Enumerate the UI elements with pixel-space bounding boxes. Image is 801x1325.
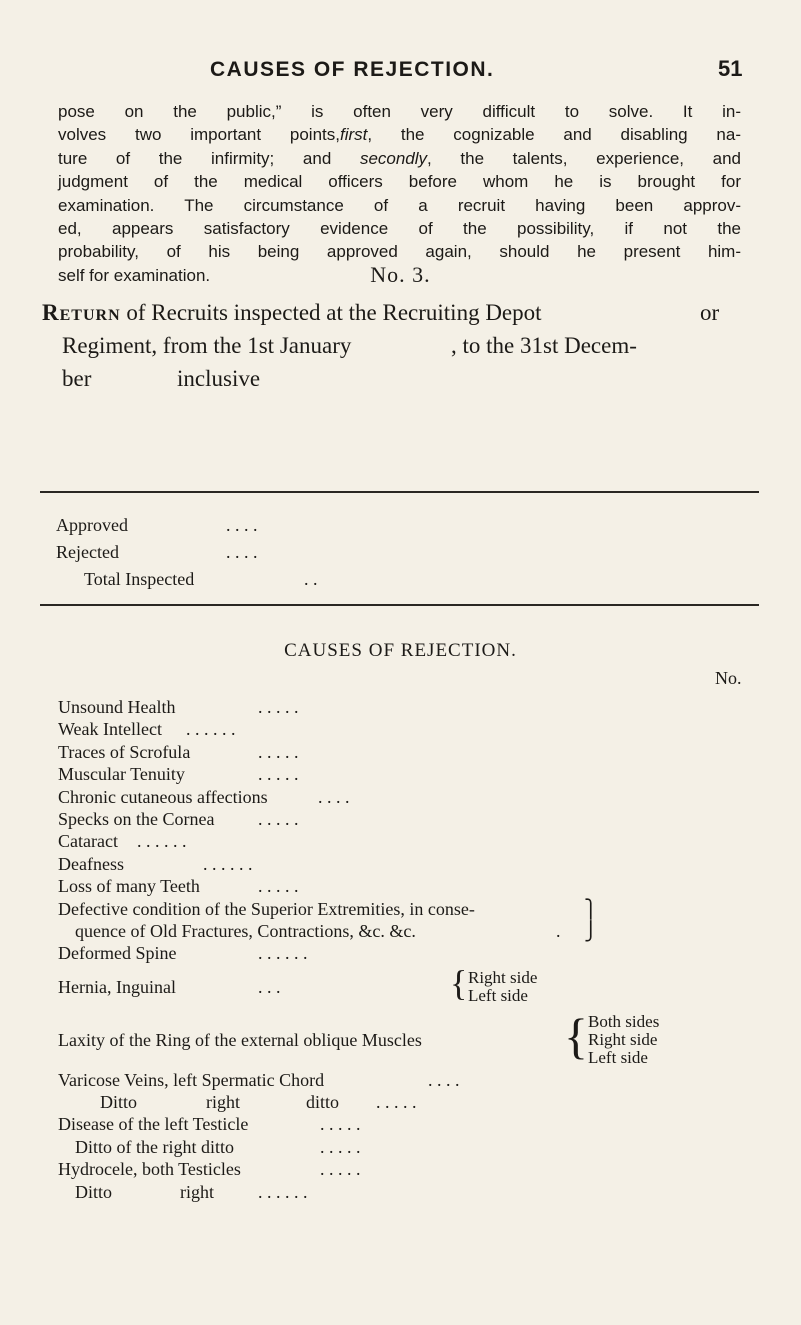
title-line3a: ber xyxy=(62,366,92,391)
title-line2a: Regiment, from the 1st January xyxy=(62,333,352,358)
list-item: Defective condition of the Superior Extremities, in conse- ⎫ xyxy=(58,898,598,919)
list-item: quence of Old Fractures, Contractions, &c. &c. . ⎭ xyxy=(75,920,598,941)
list-item-hernia: Hernia, Inguinal . . . { Right side Left side xyxy=(58,962,538,1005)
body-paragraph xyxy=(58,100,741,287)
laxity-right-side: Right side xyxy=(588,1029,658,1049)
paragraph-line: volves two important points,first, the cognizable and disabling na- xyxy=(58,125,741,145)
return-title xyxy=(42,296,752,395)
form-number: No. 3. xyxy=(370,262,431,287)
causes-title: CAUSES OF REJECTION. xyxy=(284,640,517,661)
title-line2b: , to the 31st Decem- xyxy=(451,333,637,358)
list-item: Unsound Health . . . . . xyxy=(58,697,299,717)
approved-label: Approved xyxy=(56,515,128,535)
causes-list xyxy=(58,696,758,1203)
list-item: Traces of Scrofula . . . . . xyxy=(58,741,299,762)
emphasis-secondly: secondly xyxy=(359,148,428,168)
page-number: 51 xyxy=(718,56,743,81)
rejected-label: Rejected xyxy=(56,542,119,562)
return-word: Return xyxy=(42,300,121,325)
list-item: Deafness . . . . . . xyxy=(58,853,253,874)
list-item: Loss of many Teeth . . . . . xyxy=(58,876,299,897)
list-item: Ditto right . . . . . . xyxy=(75,1181,308,1202)
paragraph-line: pose on the public,” is often very difficult to solve. It in- xyxy=(58,102,741,121)
total-label: Total Inspected xyxy=(84,569,195,589)
list-item: Specks on the Cornea . . . . . xyxy=(58,808,299,829)
title-line3b: inclusive xyxy=(177,366,261,391)
dot-leader: . . . . xyxy=(226,515,258,535)
title-line1: of Recruits inspected at the Recruiting Depot xyxy=(126,300,542,325)
laxity-both-sides: Both sides xyxy=(588,1011,660,1031)
paragraph-line: probability, of his being approved again, should he present him- xyxy=(58,242,741,262)
divider-bottom xyxy=(40,604,759,606)
column-header-no: No. xyxy=(715,668,742,688)
paragraph-line: examination. The circumstance of a recruit having been approv- xyxy=(58,195,741,215)
summary-table xyxy=(56,512,756,593)
emphasis-first: first xyxy=(339,125,368,145)
running-head: CAUSES OF REJECTION. xyxy=(210,58,495,81)
hernia-right-side: Right side xyxy=(468,967,538,987)
list-item: Cataract . . . . . . xyxy=(58,831,187,852)
paragraph-line: self for examination. xyxy=(58,265,211,285)
page-header xyxy=(0,48,801,88)
list-item: Muscular Tenuity . . . . . xyxy=(58,764,299,785)
divider-top xyxy=(40,491,759,493)
list-item: Ditto right ditto . . . . . xyxy=(100,1092,417,1113)
list-item: Deformed Spine . . . . . . xyxy=(58,943,308,964)
title-or: or xyxy=(700,300,720,325)
list-item: Varicose Veins, left Spermatic Chord . . . . xyxy=(58,1069,460,1090)
dot-leader: . . . . xyxy=(226,542,258,562)
laxity-left-side: Left side xyxy=(588,1047,648,1067)
list-item-laxity: Laxity of the Ring of the external oblique Muscles { Both sides Right side Left side xyxy=(58,1007,660,1067)
paragraph-line: ed, appears satisfactory evidence of the possibility, if not the xyxy=(58,219,741,239)
list-item: Weak Intellect . . . . . . xyxy=(58,719,236,740)
list-item: Disease of the left Testicle . . . . . xyxy=(58,1114,361,1135)
paragraph-line: ture of the infirmity; and secondly, the talents, experience, and xyxy=(58,148,742,168)
list-item: Ditto of the right ditto . . . . . xyxy=(75,1136,361,1157)
hernia-left-side: Left side xyxy=(468,985,528,1005)
list-item: Hydrocele, both Testicles . . . . . xyxy=(58,1159,361,1180)
list-item: Chronic cutaneous affections . . . . xyxy=(58,786,350,807)
dot-leader: . . xyxy=(304,569,318,589)
paragraph-line: judgment of the medical officers before whom he is brought for xyxy=(58,172,741,192)
